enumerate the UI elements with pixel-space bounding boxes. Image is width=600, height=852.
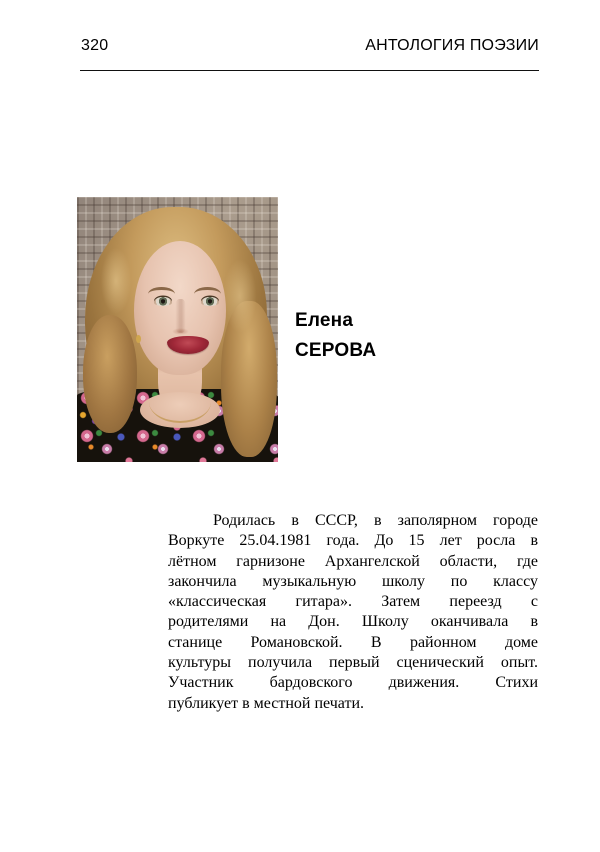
- photo-necklace-chain: [149, 381, 211, 423]
- photo-earring: [136, 335, 141, 343]
- bio-line: «классическая гитара». Затем переезд с: [168, 593, 538, 611]
- biography-paragraph: [168, 511, 538, 714]
- bio-line: Воркуте 25.04.1981 года. До 15 лет росла в: [168, 532, 538, 550]
- author-name: [295, 306, 376, 366]
- header-rule: [80, 70, 539, 71]
- author-last-name: СЕРОВА: [295, 340, 377, 361]
- book-title: АНТОЛОГИЯ ПОЭЗИИ: [365, 37, 539, 54]
- photo-hair-strand-left: [83, 315, 137, 433]
- bio-line: культуры получила первый сценический опыт.: [168, 654, 538, 672]
- bio-line: закончила музыкальную школу по классу: [168, 572, 538, 590]
- bio-line: родителями на Дон. Школу оканчивала в: [168, 613, 538, 631]
- photo-hair-highlight: [95, 235, 137, 327]
- photo-left-eye: [154, 297, 172, 306]
- page-number: 320: [81, 37, 109, 54]
- photo-nose-tip: [172, 328, 189, 335]
- portrait-photo: [77, 197, 278, 462]
- bio-line: Родилась в СССР, в заполярном городе: [213, 512, 538, 529]
- author-first-name: Елена: [295, 310, 354, 331]
- bio-line: станице Романовской. В районном доме: [168, 633, 538, 651]
- bio-line: публикует в местной печати.: [168, 694, 365, 712]
- bio-line: Участник бардовского движения. Стихи: [168, 674, 538, 692]
- bio-line: лётном гарнизоне Архангелской области, где: [168, 552, 538, 570]
- photo-right-eye: [201, 297, 219, 306]
